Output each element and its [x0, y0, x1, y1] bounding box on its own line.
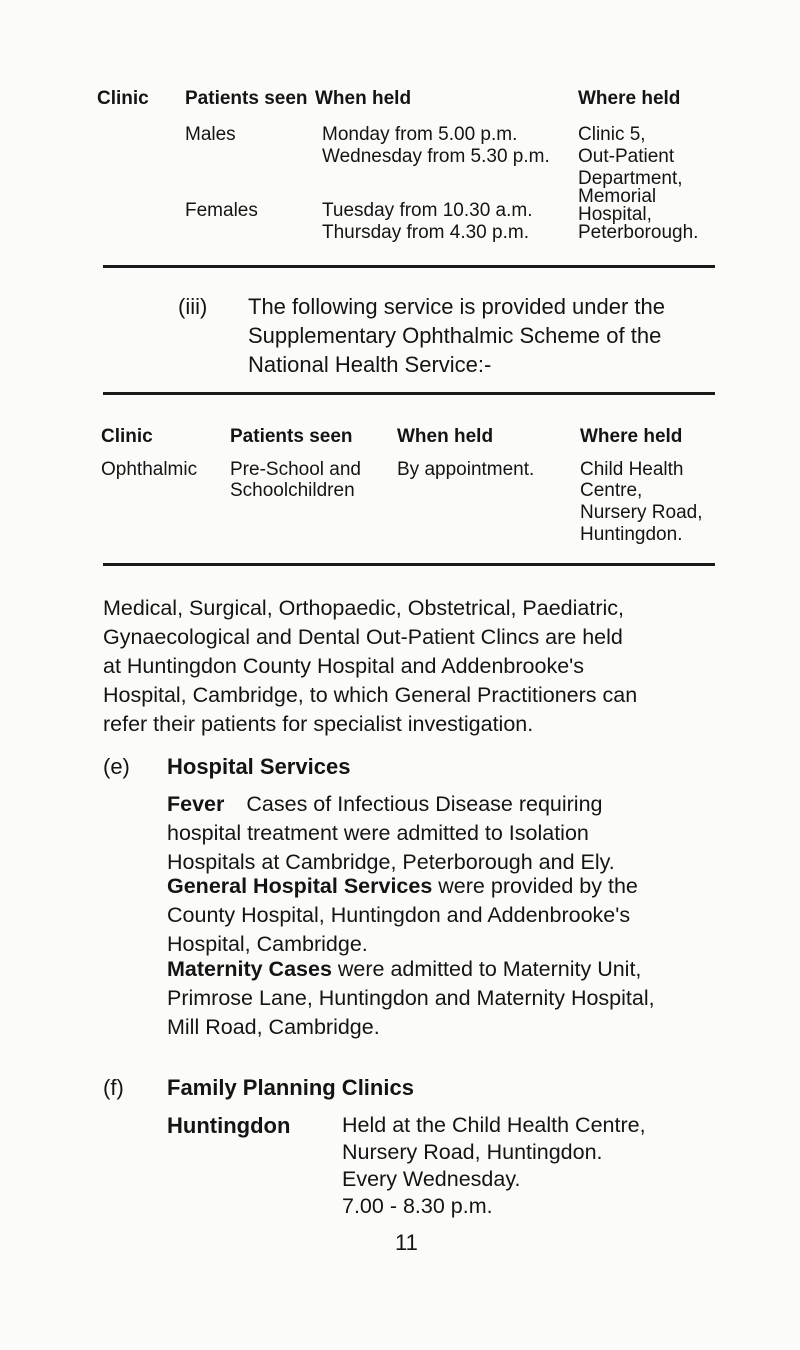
divider-rule [103, 563, 715, 566]
when-held-appointment: By appointment. [397, 459, 535, 480]
text-line: hospital treatment were admitted to Isolation [167, 821, 589, 845]
where-held-line: Clinic 5, [578, 124, 646, 145]
text-line: were provided by the [438, 874, 638, 898]
when-held-line: Thursday from 4.30 p.m. [322, 222, 529, 243]
col-header-when-held: When held [397, 426, 494, 447]
col-header-patients-seen: Patients seen [230, 426, 353, 447]
section-iii-text [248, 292, 665, 379]
patients-females: Females [185, 200, 258, 221]
section-title: Hospital Services [167, 754, 351, 779]
text-line: Supplementary Ophthalmic Scheme of the [248, 323, 662, 348]
general-hospital-paragraph [167, 872, 638, 959]
text-line: Hospital, Cambridge. [167, 932, 368, 956]
text-line: Every Wednesday. [342, 1167, 521, 1191]
where-held-line: Peterborough. [578, 222, 699, 243]
general-lead: General Hospital Services [167, 874, 433, 898]
when-held-line: Monday from 5.00 p.m. [322, 124, 518, 145]
text-line: Cases of Infectious Disease requiring [246, 792, 603, 816]
section-number: (iii) [178, 294, 208, 319]
maternity-paragraph [167, 955, 655, 1042]
col-header-clinic: Clinic [97, 88, 149, 109]
col-header-where-held: Where held [580, 426, 683, 447]
text-line: Hospital, Cambridge, to which General Practitioners can [103, 683, 638, 707]
patients-males: Males [185, 124, 236, 145]
col-header-when-held: When held [315, 88, 412, 109]
where-held-line: Child Health [580, 459, 684, 480]
where-held-line: Memorial [578, 186, 657, 207]
where-held-line: Nursery Road, [580, 502, 703, 523]
text-line: County Hospital, Huntingdon and Addenbrooke's [167, 903, 631, 927]
text-line: Primrose Lane, Huntingdon and Maternity Hospital, [167, 986, 655, 1010]
where-held-line: Huntingdon. [580, 524, 683, 545]
when-held-line: Wednesday from 5.30 p.m. [322, 146, 550, 167]
text-line: Held at the Child Health Centre, [342, 1113, 646, 1137]
fever-lead: Fever [167, 792, 225, 816]
text-line: at Huntingdon County Hospital and Addenbrooke's [103, 654, 585, 678]
col-header-where-held: Where held [578, 88, 681, 109]
divider-rule [103, 265, 715, 268]
when-held-line: Tuesday from 10.30 a.m. [322, 200, 533, 221]
where-held-line: Department, [578, 168, 683, 189]
text-line: Medical, Surgical, Orthopaedic, Obstetrical, Paediatric, [103, 596, 625, 620]
where-held-line: Out-Patient [578, 146, 675, 167]
text-line: Hospitals at Cambridge, Peterborough and Ely. [167, 850, 615, 874]
patients-line: Schoolchildren [230, 480, 355, 501]
text-line: refer their patients for specialist investigation. [103, 712, 534, 736]
page-number: 11 [395, 1230, 418, 1255]
where-held-line: Hospital, [578, 204, 652, 225]
patients-line: Pre-School and [230, 459, 361, 480]
text-line: were admitted to Maternity Unit, [337, 957, 642, 981]
outpatient-paragraph [103, 594, 637, 739]
fever-paragraph [167, 790, 615, 877]
text-line: National Health Service:- [248, 352, 492, 377]
text-line: Mill Road, Cambridge. [167, 1015, 380, 1039]
divider-rule [103, 392, 715, 395]
section-title: Family Planning Clinics [167, 1075, 414, 1100]
text-line: Nursery Road, Huntingdon. [342, 1140, 603, 1164]
family-planning-details [342, 1112, 646, 1220]
text-line: Gynaecological and Dental Out-Patient Clincs are held [103, 625, 623, 649]
where-held-line: Centre, [580, 480, 643, 501]
col-header-patients-seen: Patients seen [185, 88, 308, 109]
section-number: (f) [103, 1075, 124, 1100]
clinic-ophthalmic: Ophthalmic [101, 459, 198, 480]
section-number: (e) [103, 754, 130, 779]
col-header-clinic: Clinic [101, 426, 153, 447]
text-line: The following service is provided under the [248, 294, 666, 319]
text-line: 7.00 - 8.30 p.m. [342, 1194, 493, 1218]
clinic-place: Huntingdon [167, 1113, 291, 1138]
maternity-lead: Maternity Cases [167, 957, 332, 981]
